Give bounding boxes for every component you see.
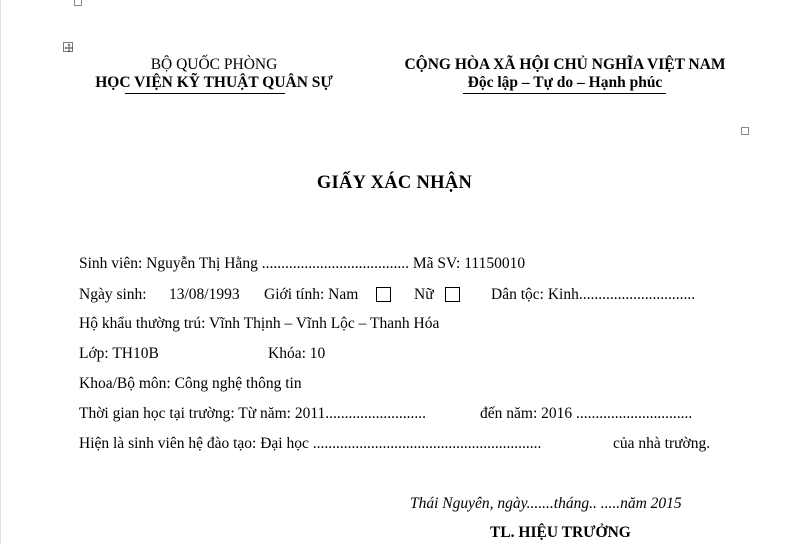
table-move-handle-icon[interactable] xyxy=(63,42,73,52)
course-line xyxy=(268,344,325,363)
ethnicity-dots: .............................. xyxy=(578,286,696,303)
left-header-underline xyxy=(125,93,285,94)
study-time-line xyxy=(79,404,426,423)
document-title: GIẤY XÁC NHẬN xyxy=(316,173,473,193)
status-line xyxy=(79,434,541,453)
student-id: 11150010 xyxy=(464,255,526,272)
status-dots: ........................................................... xyxy=(312,435,542,452)
student-label: Sinh viên: xyxy=(79,255,143,272)
student-dots: ...................................... xyxy=(261,255,409,272)
status-label: Hiện là sinh viên hệ đào tạo: xyxy=(79,435,257,452)
student-name: Nguyễn Thị Hằng xyxy=(146,255,258,272)
class-label: Lớp: xyxy=(79,345,109,362)
from-dots: .......................... xyxy=(325,405,427,422)
gender-female-label: Nữ xyxy=(414,286,434,303)
gender-label: Giới tính: Nam xyxy=(264,286,359,303)
to-year-line xyxy=(480,404,692,423)
student-line xyxy=(79,254,525,273)
right-margin-marker xyxy=(741,127,749,135)
status-suffix: của nhà trường. xyxy=(613,435,711,452)
to-year: 2016 xyxy=(541,405,573,422)
place-date: Thái Nguyên, ngày.......tháng.. .....năm 2015 xyxy=(410,495,682,512)
class-value: TH10B xyxy=(112,345,159,362)
right-header-underline xyxy=(463,93,666,94)
signer-title: TL. HIỆU TRƯỞNG xyxy=(490,524,631,541)
to-dots: .............................. xyxy=(576,405,693,422)
dob-label: Ngày sinh: xyxy=(79,286,147,303)
faculty-value: Công nghệ thông tin xyxy=(174,375,302,392)
residence-value: Vĩnh Thịnh – Vĩnh Lộc – Thanh Hóa xyxy=(209,315,440,332)
dob-value: 13/08/1993 xyxy=(169,286,240,303)
course-label: Khóa: xyxy=(268,345,306,362)
course-value: 10 xyxy=(309,345,326,362)
residence-line xyxy=(79,314,439,333)
from-year: 2011 xyxy=(294,405,326,422)
ministry-name: BỘ QUỐC PHÒNG xyxy=(150,56,278,73)
study-time-label: Thời gian học tại trường: Từ năm: xyxy=(79,405,291,422)
ethnicity-label: Dân tộc: xyxy=(491,286,544,303)
ethnicity-value: Kinh xyxy=(547,286,579,303)
country-name: CỘNG HÒA XÃ HỘI CHỦ NGHĨA VIỆT NAM xyxy=(404,56,726,73)
faculty-line xyxy=(79,374,302,393)
institute-name: HỌC VIỆN KỸ THUẬT QUÂN SỰ xyxy=(95,74,333,91)
program-value: Đại học xyxy=(260,435,309,452)
ethnicity-line xyxy=(491,285,695,304)
student-id-label: Mã SV: xyxy=(412,255,461,272)
to-label: đến năm: xyxy=(480,405,538,422)
gender-male-checkbox[interactable] xyxy=(376,287,391,302)
gender-female-checkbox[interactable] xyxy=(445,287,460,302)
national-motto: Độc lập – Tự do – Hạnh phúc xyxy=(467,74,663,91)
faculty-label: Khoa/Bộ môn: xyxy=(79,375,171,392)
residence-label: Hộ khẩu thường trú: xyxy=(79,315,206,332)
page-left-edge xyxy=(0,0,1,544)
class-line xyxy=(79,344,159,363)
top-margin-marker xyxy=(74,0,82,6)
